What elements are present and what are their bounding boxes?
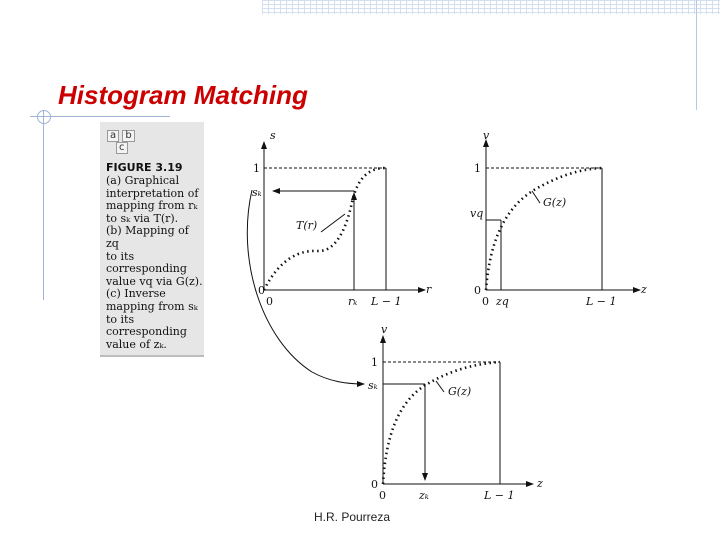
panel-b-curve xyxy=(486,168,602,290)
panel-c-L-label: L − 1 xyxy=(484,489,515,502)
panel-b-zq-label: zq xyxy=(496,295,509,308)
panel-a-L-label: L − 1 xyxy=(371,295,402,308)
panel-a-x-label: r xyxy=(426,283,432,296)
panel-a-rk-label: rₖ xyxy=(348,295,358,308)
panel-key-a: a xyxy=(107,130,119,142)
panel-c-origin-label: 0 xyxy=(371,478,378,491)
panel-c-y-label: v xyxy=(381,323,388,336)
panel-a-x-zero: 0 xyxy=(266,295,273,308)
slide-title: Histogram Matching xyxy=(58,80,308,110)
figure-number: FIGURE 3.19 xyxy=(106,161,183,174)
panel-c-x-label: z xyxy=(537,477,543,490)
panel-a-sk-label: sₖ xyxy=(252,186,262,199)
panel-c-x-zero: 0 xyxy=(379,489,386,502)
panel-key-b: b xyxy=(122,130,134,142)
panel-c-zk-label: zₖ xyxy=(419,489,429,502)
panel-a-one-label: 1 xyxy=(253,162,260,175)
panel-a-y-label: s xyxy=(270,129,276,142)
panel-c-curve xyxy=(383,362,500,484)
panel-c-curve-label: G(z) xyxy=(448,385,472,398)
panel-a-curve-label: T(r) xyxy=(296,219,318,232)
panel-b-L-label: L − 1 xyxy=(586,295,617,308)
panel-c-sk-label: sₖ xyxy=(368,379,378,392)
panel-c xyxy=(368,323,543,502)
slide-footer: H.R. Pourreza xyxy=(314,510,391,524)
panel-a-curve-leader xyxy=(321,214,345,232)
panel-a xyxy=(252,129,432,308)
figure-caption: (a) Graphical interpretation of mapping from rₖ to sₖ via T(r). (b) Mapping of zq to its corresponding value vq via G(z). (c) Inverse mapping from sₖ to its corresponding value of zₖ. xyxy=(106,174,203,351)
panel-b-y-label: v xyxy=(483,129,490,142)
panel-a-origin-label: 0 xyxy=(258,284,265,297)
panel-b xyxy=(470,129,647,308)
panel-b-x-label: z xyxy=(641,283,647,296)
panel-b-curve-leader xyxy=(532,191,540,203)
panel-c-one-label: 1 xyxy=(371,356,378,369)
panel-b-curve-label: G(z) xyxy=(543,196,567,209)
panel-b-vq-label: vq xyxy=(470,207,484,220)
panel-b-one-label: 1 xyxy=(474,162,481,175)
panel-key-c: c xyxy=(116,142,128,154)
panel-c-curve-leader xyxy=(436,381,444,392)
panel-b-origin-label: 0 xyxy=(474,284,481,297)
panel-b-x-zero: 0 xyxy=(482,295,489,308)
